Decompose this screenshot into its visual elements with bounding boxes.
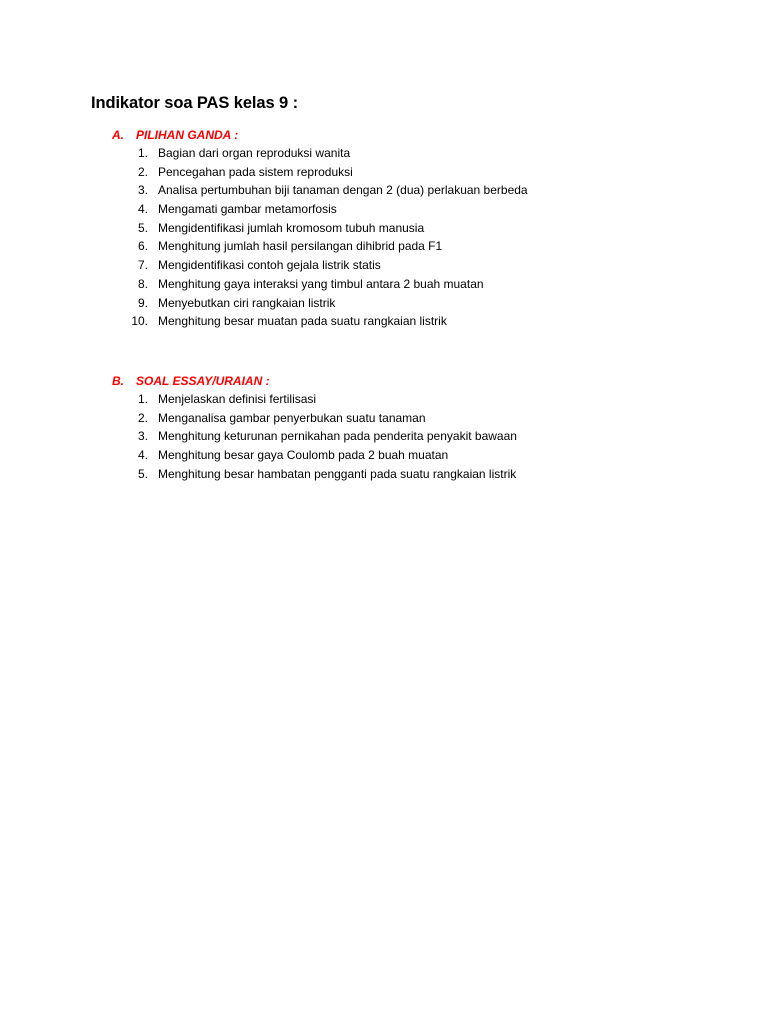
section-label: SOAL ESSAY/URAIAN : <box>136 374 270 388</box>
item-number: 9. <box>137 295 148 310</box>
section-label: PILIHAN GANDA : <box>136 128 239 142</box>
item-text: Pencegahan pada sistem reproduksi <box>158 164 353 179</box>
list-item <box>0 202 768 221</box>
item-text: Menghitung besar hambatan pengganti pada suatu rangkaian listrik <box>158 466 517 481</box>
item-text: Menghitung gaya interaksi yang timbul antara 2 buah muatan <box>158 276 484 291</box>
item-number: 3. <box>137 429 148 444</box>
list-item <box>0 411 768 430</box>
list-item <box>0 467 768 486</box>
item-number: 1. <box>137 392 148 406</box>
section-letter: B. <box>112 374 124 388</box>
item-text: Menghitung besar muatan pada suatu rangkaian listrik <box>158 314 447 329</box>
item-number: 3. <box>137 183 148 198</box>
item-text: Menjelaskan definisi fertilisasi <box>158 392 317 406</box>
item-text: Menghitung keturunan pernikahan pada penderita penyakit bawaan <box>158 429 517 444</box>
item-number: 1. <box>137 146 148 160</box>
item-text: Menganalisa gambar penyerbukan suatu tanaman <box>158 410 426 425</box>
section-heading <box>0 374 768 392</box>
item-list <box>0 146 768 333</box>
list-item <box>0 296 768 315</box>
list-item <box>0 221 768 240</box>
item-text: Mengamati gambar metamorfosis <box>158 202 337 217</box>
item-number: 2. <box>137 164 148 179</box>
item-text: Bagian dari organ reproduksi wanita <box>158 146 351 160</box>
section-soal-essay <box>0 374 768 485</box>
list-item <box>0 146 768 165</box>
section-heading <box>0 128 768 146</box>
item-text: Analisa pertumbuhan biji tanaman dengan 2 (dua) perlakuan berbeda <box>158 183 528 198</box>
item-number: 4. <box>137 202 148 217</box>
list-item <box>0 183 768 202</box>
section-pilihan-ganda <box>0 128 768 333</box>
item-number: 10. <box>131 314 148 329</box>
item-text: Menyebutkan ciri rangkaian listrik <box>158 295 336 310</box>
section-letter: A. <box>112 128 124 142</box>
item-number: 5. <box>137 466 148 481</box>
list-item <box>0 277 768 296</box>
list-item <box>0 239 768 258</box>
list-item <box>0 165 768 184</box>
list-item <box>0 258 768 277</box>
item-text: Menghitung besar gaya Coulomb pada 2 buah muatan <box>158 448 449 463</box>
item-number: 2. <box>137 410 148 425</box>
item-number: 6. <box>137 239 148 254</box>
list-item <box>0 448 768 467</box>
item-number: 7. <box>137 258 148 273</box>
item-number: 4. <box>137 448 148 463</box>
list-item <box>0 392 768 411</box>
item-number: 5. <box>137 220 148 235</box>
page-title: Indikator soa PAS kelas 9 : <box>91 94 298 112</box>
item-list <box>0 392 768 485</box>
item-number: 8. <box>137 276 148 291</box>
item-text: Mengidentifikasi jumlah kromosom tubuh manusia <box>158 220 425 235</box>
list-item <box>0 429 768 448</box>
list-item <box>0 314 768 333</box>
item-text: Mengidentifikasi contoh gejala listrik statis <box>158 258 381 273</box>
item-text: Menghitung jumlah hasil persilangan dihibrid pada F1 <box>158 239 443 254</box>
